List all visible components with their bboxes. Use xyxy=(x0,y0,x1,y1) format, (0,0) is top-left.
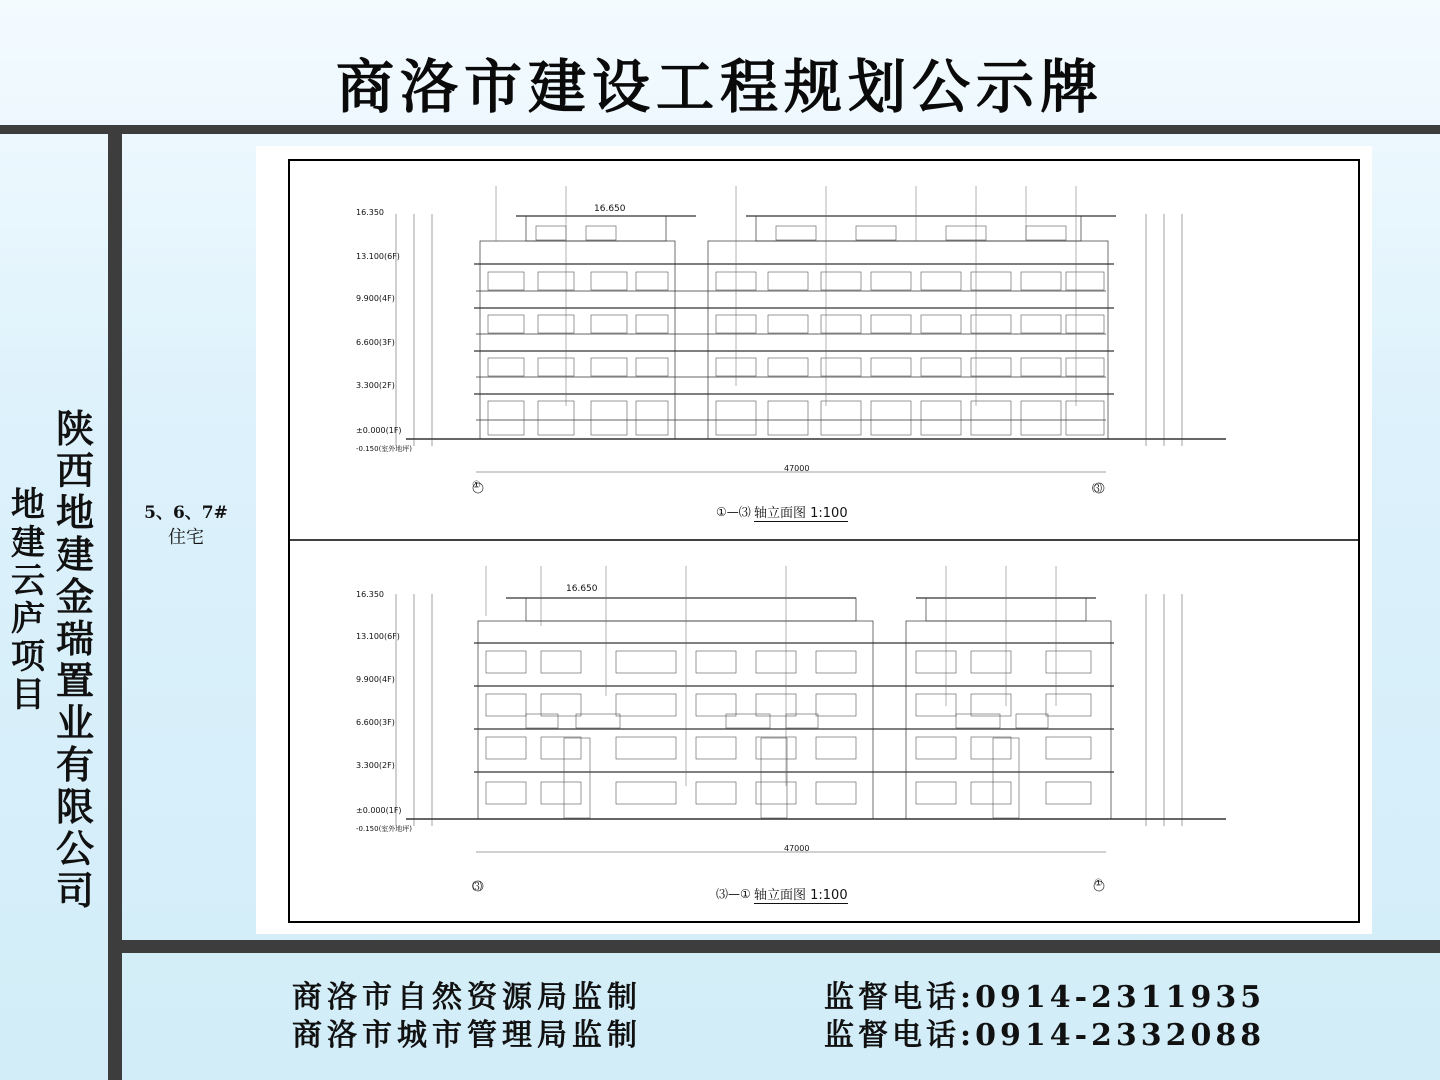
drawing-2-total-width: 47000 xyxy=(784,844,810,853)
drawing-1-elevation-2f: 3.300(2F) xyxy=(356,381,395,390)
drawing-1-elevation-ground: -0.150(室外地坪) xyxy=(356,445,413,453)
drawing-2-axis-left: ⑶ xyxy=(472,882,482,893)
middle-frame-bar xyxy=(108,940,1440,953)
drawing-1-axis-right: ⑶ xyxy=(1092,484,1102,495)
footer-phone-2: 监督电话:0914-2332088 xyxy=(824,1018,1266,1053)
drawing-2-elevation-ground: -0.150(室外地坪) xyxy=(356,825,413,833)
drawing-2-axis-right: ① xyxy=(1094,878,1103,889)
drawing-1-elevation-3f: 6.600(3F) xyxy=(356,338,395,347)
drawing-2-top-elevation: 16.650 xyxy=(566,584,598,594)
board-title: 商洛市建设工程规划公示牌 xyxy=(335,53,1104,121)
elevation-drawings xyxy=(256,146,1372,934)
drawing-1-elevation-6f: 13.100(6F) xyxy=(356,252,400,261)
drawing-2-elevation-1f: ±0.000(1F) xyxy=(356,806,402,815)
drawing-2-caption: 轴立面图 1:100 xyxy=(754,884,848,904)
building-number: 5、6、7# xyxy=(144,503,228,523)
drawing-1-total-width: 47000 xyxy=(784,464,810,473)
drawing-2-elevation-3f: 6.600(3F) xyxy=(356,718,395,727)
building-type: 住宅 xyxy=(168,527,204,548)
elevation-drawing-panel xyxy=(256,146,1372,934)
drawing-1-caption: 轴立面图 1:100 xyxy=(754,502,848,522)
drawing-2-elevation-16350: 16.350 xyxy=(356,590,384,599)
elevation-1 xyxy=(396,186,1226,493)
drawing-1-elevation-16350: 16.350 xyxy=(356,208,384,217)
drawing-1-elevation-1f: ±0.000(1F) xyxy=(356,426,402,435)
footer-phone-1: 监督电话:0914-2311935 xyxy=(824,980,1266,1015)
footer-org-1: 商洛市自然资源局监制 xyxy=(292,980,642,1015)
project-name: 地建云庐项目 xyxy=(11,485,45,715)
top-frame-bar xyxy=(0,125,1440,134)
drawing-2-elevation-2f: 3.300(2F) xyxy=(356,761,395,770)
drawing-2-caption-axes: ⑶—① xyxy=(716,887,751,901)
elevation-2 xyxy=(396,566,1226,891)
drawing-2-elevation-4f: 9.900(4F) xyxy=(356,675,395,684)
footer-org-2: 商洛市城市管理局监制 xyxy=(292,1018,642,1053)
company-name: 陕西地建金瑞置业有限公司 xyxy=(55,406,94,913)
drawing-2-elevation-6f: 13.100(6F) xyxy=(356,632,400,641)
drawing-1-caption-axes: ①—⑶ xyxy=(716,505,751,519)
drawing-1-axis-left: ① xyxy=(472,480,481,491)
left-frame-bar xyxy=(108,134,122,1080)
drawing-1-elevation-4f: 9.900(4F) xyxy=(356,294,395,303)
drawing-1-top-elevation: 16.650 xyxy=(594,204,626,214)
